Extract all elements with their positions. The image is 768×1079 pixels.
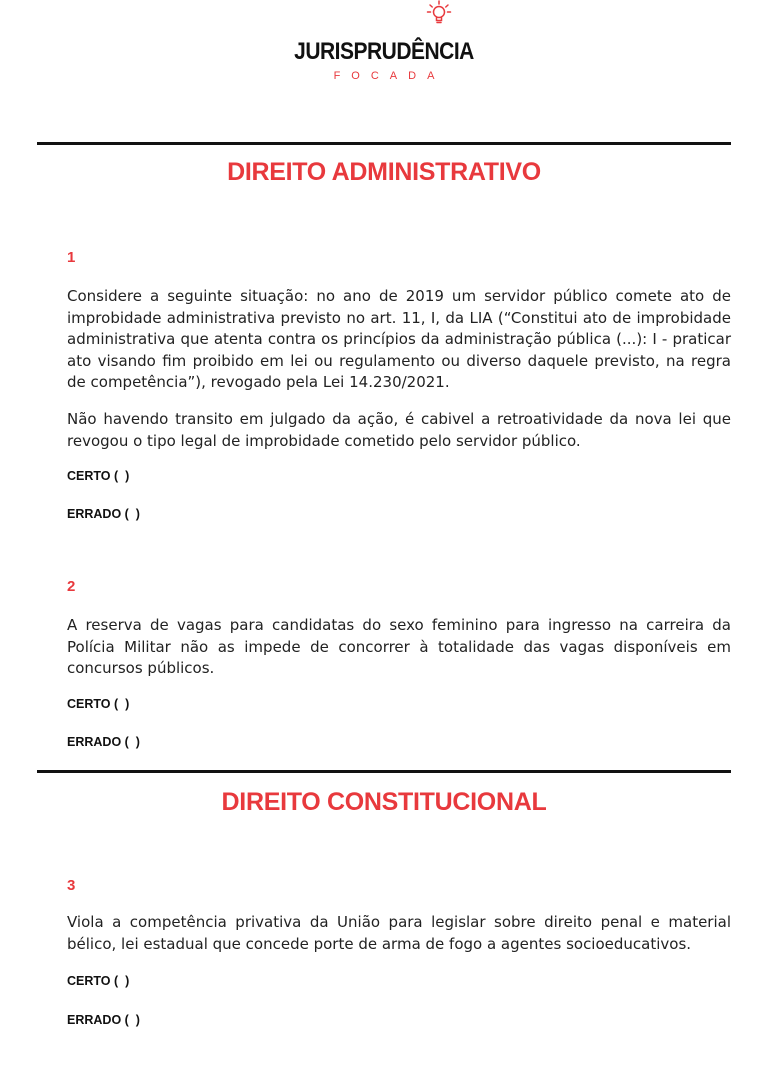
brand-name: JURISPRUDÊNCIA xyxy=(294,38,474,65)
question-number: 3 xyxy=(67,877,76,894)
option-errado[interactable]: ERRADO ( ) xyxy=(67,507,140,521)
question-number: 1 xyxy=(67,249,76,266)
brand-logo xyxy=(0,40,768,82)
option-errado[interactable]: ERRADO ( ) xyxy=(67,735,140,749)
divider xyxy=(37,770,731,773)
option-certo[interactable]: CERTO ( ) xyxy=(67,974,130,988)
option-errado[interactable]: ERRADO ( ) xyxy=(67,1013,140,1027)
question-number: 2 xyxy=(67,578,76,595)
brand-tagline: FOCADA xyxy=(333,70,446,82)
question-text: Viola a competência privativa da União para legislar sobre direito penal e material bélico, lei estadual que concede porte de arma de fogo a agentes socioeducativos. xyxy=(67,913,731,953)
option-certo[interactable]: CERTO ( ) xyxy=(67,469,130,483)
section-title-constitucional: DIREITO CONSTITUCIONAL xyxy=(221,788,547,816)
option-certo[interactable]: CERTO ( ) xyxy=(67,697,130,711)
divider xyxy=(37,142,731,145)
question-text: Não havendo transito em julgado da ação, é cabivel a retroatividade da nova lei que revogou o tipo legal de improbidade cometido pelo servidor público. xyxy=(67,410,731,450)
question-text: A reserva de vagas para candidatas do sexo feminino para ingresso na carreira da Polícia Militar não as impede de concorrer à totalidade das vagas disponíveis em concursos públicos. xyxy=(67,616,731,677)
section-title-administrativo: DIREITO ADMINISTRATIVO xyxy=(227,158,541,186)
lightbulb-icon xyxy=(424,0,454,28)
question-text: Considere a seguinte situação: no ano de 2019 um servidor público comete ato de improbidade administrativa previsto no art. 11, I, da LIA (“Constitui ato de improbidade administrativa que atenta contra os princípios da administração pública (...): I - praticar ato visando fim proibido em lei ou regulamento ou diverso daquele previsto, na regra de competência”), revogado pela Lei 14.230/2021. xyxy=(67,287,731,391)
